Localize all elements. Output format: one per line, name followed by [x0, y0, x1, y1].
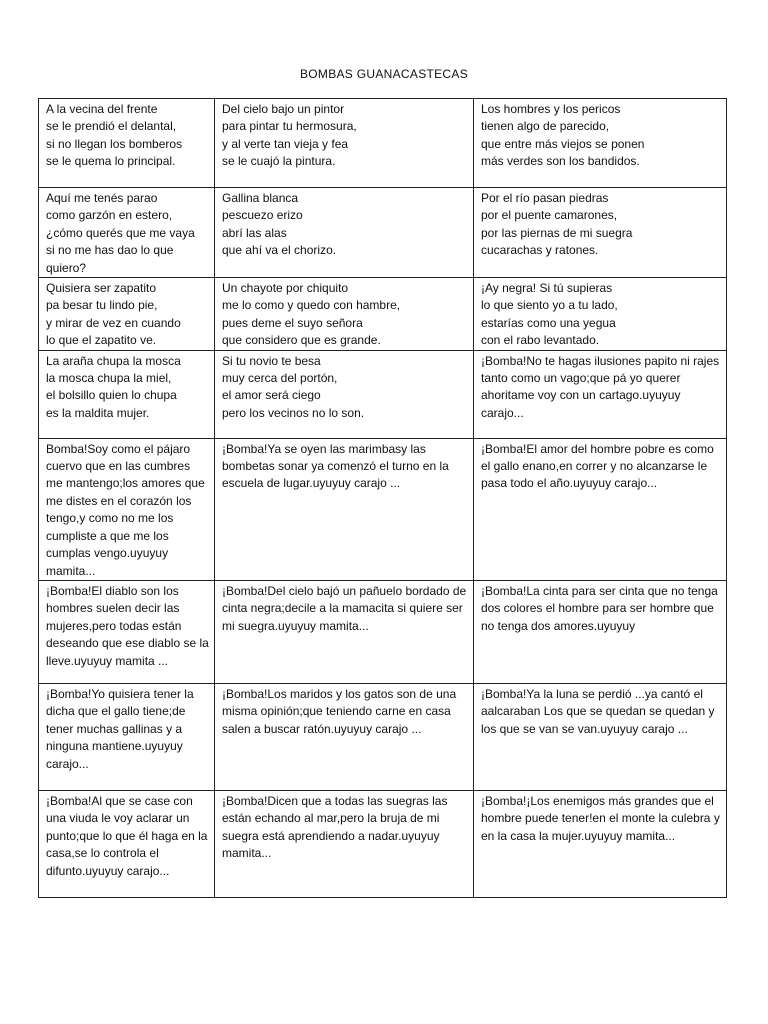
verse-cell: ¡Bomba!Ya se oyen las marimbasy las bombetas sonar ya comenzó el turno en la escuela de lugar.uyuyuy carajo ... [215, 438, 474, 580]
verse-cell: Si tu novio te besa muy cerca del portón, el amor será ciego pero los vecinos no lo son. [215, 350, 474, 438]
bombas-table [38, 98, 727, 898]
verse-cell: Quisiera ser zapatito pa besar tu lindo pie, y mirar de vez en cuando lo que el zapatito ve. [39, 278, 215, 351]
verse-cell: ¡Bomba!No te hagas ilusiones papito ni rajes tanto como un vago;que pá yo querer ahoritame voy con un cartago.uyuyuy carajo... [474, 350, 727, 438]
verse-cell: Gallina blanca pescuezo erizo abrí las alas que ahí va el chorizo. [215, 188, 474, 278]
verse-cell: ¡Bomba!Del cielo bajó un pañuelo bordado de cinta negra;decile a la mamacita si quiere ser mi suegra.uyuyuy mamita... [215, 580, 474, 683]
document-title: BOMBAS GUANACASTECAS [299, 67, 469, 81]
verse-cell: Por el río pasan piedras por el puente camarones, por las piernas de mi suegra cucarachas y ratones. [474, 188, 727, 278]
verse-cell: ¡Bomba!Al que se case con una viuda le voy aclarar un punto;que lo que él haga en la casa,se lo controla el difunto.uyuyuy carajo... [39, 790, 215, 897]
verse-cell: Bomba!Soy como el pájaro cuervo que en las cumbres me mantengo;los amores que me distes en el corazón los tengo,y como no me los cumpliste a que me los cumplas vengo.uyuyuy mamita... [39, 438, 215, 580]
verse-cell: ¡Bomba!¡Los enemigos más grandes que el hombre puede tener!en el monte la culebra y en la casa la mujer.uyuyuy mamita... [474, 790, 727, 897]
verse-cell: ¡Bomba!La cinta para ser cinta que no tenga dos colores el hombre para ser hombre que no tenga dos amores.uyuyuy [474, 580, 727, 683]
verse-cell: A la vecina del frente se le prendió el delantal, si no llegan los bomberos se le quema lo principal. [39, 99, 215, 188]
verse-cell: Aquí me tenés parao como garzón en estero, ¿cómo querés que me vaya si no me has dao lo que quiero? [39, 188, 215, 278]
table-row [39, 188, 727, 278]
verse-cell: ¡Ay negra! Si tú supieras lo que siento yo a tu lado, estarías como una yegua con el rabo levantado. [474, 278, 727, 351]
verse-cell: Un chayote por chiquito me lo como y quedo con hambre, pues deme el suyo señora que considero que es grande. [215, 278, 474, 351]
table-row [39, 350, 727, 438]
verse-cell: La araña chupa la mosca la mosca chupa la miel, el bolsillo quien lo chupa es la maldita mujer. [39, 350, 215, 438]
verse-cell: ¡Bomba!Los maridos y los gatos son de una misma opinión;que teniendo carne en casa salen a buscar ratón.uyuyuy carajo ... [215, 683, 474, 790]
table-row [39, 683, 727, 790]
table-row [39, 580, 727, 683]
verse-cell: ¡Bomba!Yo quisiera tener la dicha que el gallo tiene;de tener muchas gallinas y a ninguna mantiene.uyuyuy carajo... [39, 683, 215, 790]
table-row [39, 99, 727, 188]
verse-cell: ¡Bomba!Dicen que a todas las suegras las están echando al mar,pero la bruja de mi suegra está aprendiendo a nadar.uyuyuy mamita... [215, 790, 474, 897]
verse-cell: ¡Bomba!El diablo son los hombres suelen decir las mujeres,pero todas están deseando que ese diablo se la lleve.uyuyuy mamita ... [39, 580, 215, 683]
table-row [39, 278, 727, 351]
table-row [39, 790, 727, 897]
verse-cell: ¡Bomba!El amor del hombre pobre es como el gallo enano,en correr y no alcanzarse le pasa todo el año.uyuyuy carajo... [474, 438, 727, 580]
table-row [39, 438, 727, 580]
verse-cell: Los hombres y los pericos tienen algo de parecido, que entre más viejos se ponen más verdes son los bandidos. [474, 99, 727, 188]
verse-cell: Del cielo bajo un pintor para pintar tu hermosura, y al verte tan vieja y fea se le cuajó la pintura. [215, 99, 474, 188]
verse-cell: ¡Bomba!Ya la luna se perdió ...ya cantó el aalcaraban Los que se quedan se quedan y los que se van se van.uyuyuy carajo ... [474, 683, 727, 790]
